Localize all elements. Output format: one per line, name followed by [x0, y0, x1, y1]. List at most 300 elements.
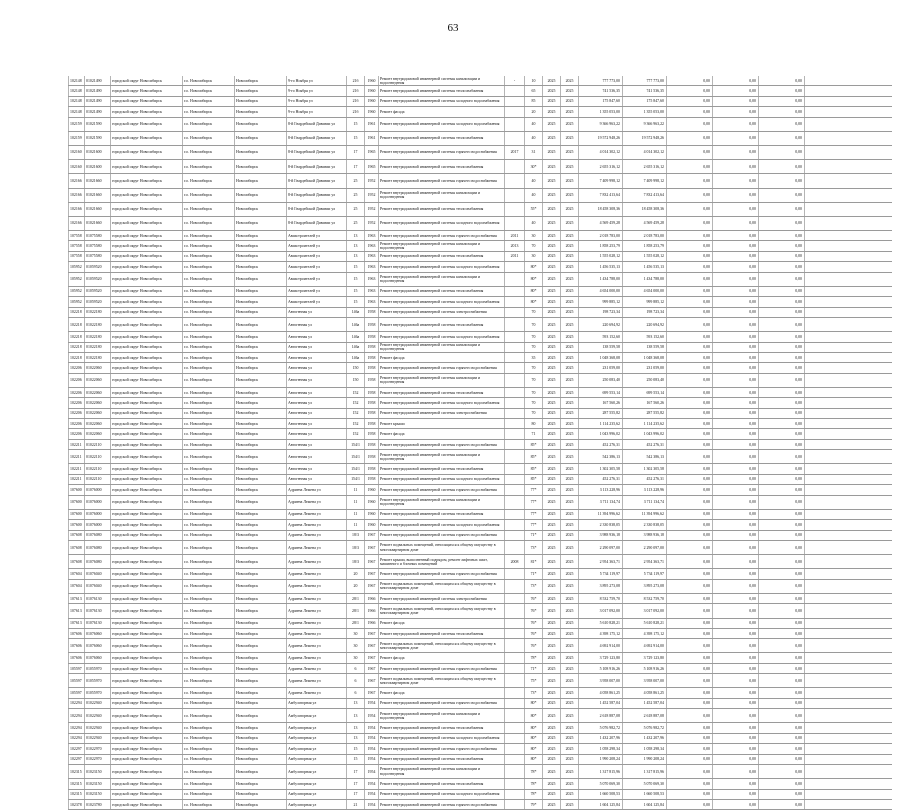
- cell-district: Новосибирск: [234, 160, 286, 173]
- cell-house: 13: [346, 709, 364, 722]
- cell-work: Ремонт внутридомовой инженерной системы канализации и водоотведения: [378, 450, 504, 463]
- cell-y1: 2025: [542, 419, 560, 428]
- cell-fl: 80*: [524, 273, 542, 286]
- cell-district: Новосибирск: [234, 475, 286, 484]
- cell-year: 1958: [364, 343, 378, 352]
- table-row: [68, 273, 892, 287]
- cell-y1: 2025: [542, 699, 560, 708]
- cell-street: Адриена Лежена ул: [286, 520, 346, 529]
- cell-code: 01076040: [84, 569, 110, 578]
- cell-v3: 0,00: [758, 174, 804, 187]
- cell-work: Ремонт подвальных помещений, относящихся к общему имуществу в многоквартирном доме: [378, 604, 504, 617]
- cell-n1: [504, 217, 524, 230]
- cell-house: 152: [346, 398, 364, 407]
- cell-cost: 4 014 302,12: [578, 146, 622, 159]
- cell-end: [804, 629, 892, 638]
- cell-v1: 0,00: [666, 779, 712, 788]
- cell-v1: 0,00: [666, 318, 712, 331]
- cell-cost2: 1 114 235,62: [622, 419, 666, 428]
- cell-mo: городской округ Новосибирск: [110, 203, 182, 216]
- cell-street: 9-го Ноября ул: [286, 86, 346, 95]
- cell-v3: 0,00: [758, 800, 804, 809]
- cell-y2: 2025: [560, 97, 578, 106]
- cell-n1: [504, 132, 524, 145]
- cell-mo: городской округ Новосибирск: [110, 107, 182, 116]
- cell-mo: городской округ Новосибирск: [110, 464, 182, 473]
- cell-n1: [504, 363, 524, 372]
- cell-end: [804, 273, 892, 286]
- table-row: [68, 388, 892, 398]
- cell-district: Новосибирск: [234, 674, 286, 687]
- cell-id: 102294: [68, 734, 84, 743]
- cell-v2: 0,00: [712, 398, 758, 407]
- cell-cost: 19 572 948,26: [578, 132, 622, 145]
- cell-street: Адриена Лежена ул: [286, 664, 346, 673]
- cell-house: 21б: [346, 97, 364, 106]
- cell-code: 01021490: [84, 107, 110, 116]
- cell-y1: 2025: [542, 189, 560, 202]
- cell-cost: 4 654 000,00: [578, 287, 622, 296]
- cell-district: Новосибирск: [234, 252, 286, 261]
- cell-house: 146а: [346, 308, 364, 317]
- cell-y1: 2025: [542, 76, 560, 85]
- cell-city: г.о. Новосибирск: [182, 594, 234, 603]
- cell-v1: 0,00: [666, 450, 712, 463]
- cell-n1: [504, 287, 524, 296]
- cell-y1: 2025: [542, 594, 560, 603]
- cell-house: 15: [346, 744, 364, 753]
- cell-cost: 231 059,00: [578, 363, 622, 372]
- cell-v3: 0,00: [758, 734, 804, 743]
- cell-cost: 3 988 936,18: [578, 531, 622, 540]
- cell-year: 1958: [364, 332, 378, 341]
- cell-house: 146а: [346, 353, 364, 362]
- cell-end: [804, 510, 892, 519]
- cell-y2: 2025: [560, 541, 578, 554]
- cell-year: 1960: [364, 107, 378, 116]
- cell-cost: 4 058 861,25: [578, 688, 622, 697]
- cell-district: Новосибирск: [234, 580, 286, 593]
- cell-district: Новосибирск: [234, 569, 286, 578]
- cell-house: 11: [346, 520, 364, 529]
- cell-v1: 0,00: [666, 252, 712, 261]
- cell-y1: 2025: [542, 409, 560, 418]
- cell-cost: 2 618 887,08: [578, 709, 622, 722]
- cell-work: Ремонт внутридомовой инженерной системы канализации и водоотведения: [378, 273, 504, 286]
- cell-y2: 2025: [560, 262, 578, 271]
- cell-fl: 85*: [524, 440, 542, 449]
- cell-v2: 0,00: [712, 409, 758, 418]
- cell-n1: [504, 755, 524, 764]
- cell-street: Адриена Лежена ул: [286, 594, 346, 603]
- cell-cost: 593 152,60: [578, 332, 622, 341]
- cell-n1: [504, 464, 524, 473]
- cell-code: 01059520: [84, 262, 110, 271]
- cell-cost2: 3 113 228,96: [622, 485, 666, 494]
- cell-fl: 70: [524, 398, 542, 407]
- cell-n1: [504, 440, 524, 449]
- cell-y2: 2025: [560, 790, 578, 799]
- cell-v1: 0,00: [666, 790, 712, 799]
- cell-district: Новосибирск: [234, 496, 286, 509]
- cell-cost: 7 409 998,12: [578, 174, 622, 187]
- cell-v1: 0,00: [666, 308, 712, 317]
- cell-street: Амбулаторная ул: [286, 734, 346, 743]
- cell-end: [804, 409, 892, 418]
- cell-end: [804, 308, 892, 317]
- cell-code: 01022060: [84, 388, 110, 397]
- cell-code: 01022940: [84, 734, 110, 743]
- cell-mo: городской округ Новосибирск: [110, 674, 182, 687]
- table-row: [68, 118, 892, 132]
- cell-n1: [504, 86, 524, 95]
- cell-mo: городской округ Новосибирск: [110, 76, 182, 85]
- cell-mo: городской округ Новосибирск: [110, 699, 182, 708]
- cell-work: Ремонт внутридомовой инженерной системы канализации и водоотведения: [378, 241, 504, 250]
- cell-work: Ремонт внутридомовой инженерной системы теплоснабжения: [378, 318, 504, 331]
- cell-y2: 2025: [560, 160, 578, 173]
- cell-district: Новосибирск: [234, 118, 286, 131]
- cell-v3: 0,00: [758, 555, 804, 568]
- table-row: [68, 343, 892, 353]
- cell-street: Амбулаторная ул: [286, 779, 346, 788]
- cell-y2: 2025: [560, 76, 578, 85]
- cell-house: 6: [346, 674, 364, 687]
- cell-street: Автогенная ул: [286, 398, 346, 407]
- cell-id: 107613: [68, 594, 84, 603]
- cell-mo: городской округ Новосибирск: [110, 146, 182, 159]
- cell-city: г.о. Новосибирск: [182, 241, 234, 250]
- cell-v2: 0,00: [712, 308, 758, 317]
- cell-n1: [504, 531, 524, 540]
- cell-v2: 0,00: [712, 332, 758, 341]
- cell-v1: 0,00: [666, 755, 712, 764]
- cell-end: [804, 755, 892, 764]
- cell-v3: 0,00: [758, 723, 804, 732]
- cell-end: [804, 332, 892, 341]
- cell-id: 102211: [68, 475, 84, 484]
- cell-code: 01059520: [84, 297, 110, 306]
- cell-y1: 2025: [542, 709, 560, 722]
- cell-fl: 78*: [524, 653, 542, 662]
- cell-street: Автогенная ул: [286, 450, 346, 463]
- cell-cost2: 175 847,60: [622, 97, 666, 106]
- cell-district: Новосибирск: [234, 790, 286, 799]
- cell-street: Адриена Лежена ул: [286, 653, 346, 662]
- cell-code: 01022060: [84, 363, 110, 372]
- cell-id: 107608: [68, 541, 84, 554]
- cell-code: 01075580: [84, 231, 110, 240]
- cell-city: г.о. Новосибирск: [182, 755, 234, 764]
- cell-house: 17: [346, 779, 364, 788]
- cell-y1: 2025: [542, 779, 560, 788]
- cell-v2: 0,00: [712, 353, 758, 362]
- cell-v2: 0,00: [712, 496, 758, 509]
- cell-v1: 0,00: [666, 653, 712, 662]
- cell-house: 150: [346, 363, 364, 372]
- cell-v2: 0,00: [712, 241, 758, 250]
- cell-street: Авиастроителей ул: [286, 297, 346, 306]
- cell-code: 01076000: [84, 510, 110, 519]
- cell-street: Авиастроителей ул: [286, 252, 346, 261]
- cell-id: 105597: [68, 674, 84, 687]
- cell-cost2: 5 610 828,21: [622, 619, 666, 628]
- cell-cost: 9 366 963,22: [578, 118, 622, 131]
- cell-v1: 0,00: [666, 217, 712, 230]
- cell-cost2: 5 108 916,26: [622, 664, 666, 673]
- cell-house: 154/1: [346, 450, 364, 463]
- cell-work: Ремонт фасада: [378, 429, 504, 438]
- cell-district: Новосибирск: [234, 699, 286, 708]
- cell-v1: 0,00: [666, 440, 712, 449]
- cell-house: 154/1: [346, 440, 364, 449]
- table-row: [68, 664, 892, 674]
- cell-y1: 2025: [542, 475, 560, 484]
- cell-end: [804, 388, 892, 397]
- cell-cost2: 1 456 535,13: [622, 262, 666, 271]
- cell-city: г.о. Новосибирск: [182, 231, 234, 240]
- cell-district: Новосибирск: [234, 723, 286, 732]
- cell-street: Адриена Лежена ул: [286, 569, 346, 578]
- cell-cost: 7 832 413,64: [578, 189, 622, 202]
- cell-district: Новосибирск: [234, 262, 286, 271]
- cell-work: Ремонт внутридомовой инженерной системы электроснабжения: [378, 594, 504, 603]
- table-row: [68, 639, 892, 653]
- cell-mo: городской округ Новосибирск: [110, 86, 182, 95]
- cell-n1: [504, 800, 524, 809]
- table-row: [68, 374, 892, 388]
- table-row: [68, 107, 892, 117]
- cell-year: 1960: [364, 86, 378, 95]
- cell-v2: 0,00: [712, 699, 758, 708]
- cell-v3: 0,00: [758, 252, 804, 261]
- cell-end: [804, 318, 892, 331]
- cell-work: Ремонт внутридомовой инженерной системы горячего водоснабжения: [378, 664, 504, 673]
- cell-street: 9-го Ноября ул: [286, 107, 346, 116]
- cell-fl: 81*: [524, 555, 542, 568]
- cell-mo: городской округ Новосибирск: [110, 555, 182, 568]
- cell-y2: 2025: [560, 520, 578, 529]
- cell-v2: 0,00: [712, 97, 758, 106]
- cell-city: г.о. Новосибирск: [182, 273, 234, 286]
- cell-n1: [504, 419, 524, 428]
- cell-code: 01022110: [84, 475, 110, 484]
- cell-house: 11: [346, 485, 364, 494]
- cell-mo: городской округ Новосибирск: [110, 619, 182, 628]
- cell-y1: 2025: [542, 118, 560, 131]
- cell-district: Новосибирск: [234, 555, 286, 568]
- cell-work: Ремонт внутридомовой инженерной системы горячего водоснабжения: [378, 485, 504, 494]
- cell-code: 01022060: [84, 374, 110, 387]
- cell-city: г.о. Новосибирск: [182, 318, 234, 331]
- cell-code: 01022060: [84, 419, 110, 428]
- cell-house: 18/3: [346, 531, 364, 540]
- cell-v1: 0,00: [666, 203, 712, 216]
- cell-id: 102166: [68, 203, 84, 216]
- cell-code: 01021490: [84, 76, 110, 85]
- cell-city: г.о. Новосибирск: [182, 800, 234, 809]
- cell-v3: 0,00: [758, 619, 804, 628]
- cell-cost2: 1 434 788,00: [622, 273, 666, 286]
- cell-id: 102206: [68, 388, 84, 397]
- cell-v1: 0,00: [666, 664, 712, 673]
- cell-fl: 76*: [524, 604, 542, 617]
- cell-y2: 2025: [560, 510, 578, 519]
- cell-n1: [504, 429, 524, 438]
- cell-id: 107558: [68, 252, 84, 261]
- cell-work: Ремонт внутридомовой инженерной системы теплоснабжения: [378, 779, 504, 788]
- cell-v1: 0,00: [666, 699, 712, 708]
- cell-city: г.о. Новосибирск: [182, 297, 234, 306]
- cell-city: г.о. Новосибирск: [182, 510, 234, 519]
- cell-city: г.о. Новосибирск: [182, 639, 234, 652]
- cell-id: 107600: [68, 520, 84, 529]
- cell-fl: 70: [524, 363, 542, 372]
- cell-id: 102218: [68, 332, 84, 341]
- cell-cost: 3 958 007,00: [578, 674, 622, 687]
- cell-work: Ремонт внутридомовой инженерной системы теплоснабжения: [378, 755, 504, 764]
- cell-id: 102297: [68, 744, 84, 753]
- cell-end: [804, 440, 892, 449]
- cell-code: 01021660: [84, 174, 110, 187]
- cell-cost: 3 113 228,96: [578, 485, 622, 494]
- cell-house: 152: [346, 409, 364, 418]
- cell-id: 102160: [68, 160, 84, 173]
- table-row: [68, 569, 892, 579]
- cell-house: 13: [346, 241, 364, 250]
- cell-y1: 2025: [542, 273, 560, 286]
- cell-y1: 2025: [542, 231, 560, 240]
- cell-fl: 78*: [524, 765, 542, 778]
- cell-v3: 0,00: [758, 388, 804, 397]
- cell-fl: 40: [524, 118, 542, 131]
- cell-district: Новосибирск: [234, 217, 286, 230]
- cell-id: 102166: [68, 217, 84, 230]
- cell-code: 01021590: [84, 132, 110, 145]
- cell-fl: 71*: [524, 664, 542, 673]
- cell-house: 28/1: [346, 594, 364, 603]
- cell-n1: [504, 580, 524, 593]
- cell-work: Ремонт внутридомовой инженерной системы теплоснабжения: [378, 723, 504, 732]
- cell-end: [804, 419, 892, 428]
- cell-street: Автогенная ул: [286, 353, 346, 362]
- table-row: [68, 450, 892, 464]
- cell-v3: 0,00: [758, 765, 804, 778]
- cell-year: 1954: [364, 723, 378, 732]
- cell-city: г.о. Новосибирск: [182, 146, 234, 159]
- cell-y1: 2025: [542, 440, 560, 449]
- cell-id: 107613: [68, 604, 84, 617]
- cell-year: 1960: [364, 520, 378, 529]
- cell-work: Ремонт фасада: [378, 619, 504, 628]
- cell-v2: 0,00: [712, 485, 758, 494]
- cell-id: 102148: [68, 97, 84, 106]
- cell-y1: 2025: [542, 252, 560, 261]
- cell-id: 102211: [68, 464, 84, 473]
- cell-v2: 0,00: [712, 510, 758, 519]
- cell-house: 25: [346, 174, 364, 187]
- cell-year: 1954: [364, 755, 378, 764]
- cell-y1: 2025: [542, 744, 560, 753]
- cell-year: 1960: [364, 485, 378, 494]
- cell-code: 01023780: [84, 800, 110, 809]
- cell-work: Ремонт фасада: [378, 653, 504, 662]
- cell-mo: городской округ Новосибирск: [110, 541, 182, 554]
- table-row: [68, 580, 892, 594]
- cell-v3: 0,00: [758, 744, 804, 753]
- cell-year: 1954: [364, 734, 378, 743]
- cell-cost2: 1 432 207,96: [622, 734, 666, 743]
- cell-fl: 80*: [524, 287, 542, 296]
- cell-street: Автогенная ул: [286, 374, 346, 387]
- cell-y1: 2025: [542, 107, 560, 116]
- cell-id: 105597: [68, 688, 84, 697]
- cell-id: 107608: [68, 555, 84, 568]
- cell-end: [804, 674, 892, 687]
- cell-v3: 0,00: [758, 510, 804, 519]
- table-row: [68, 297, 892, 307]
- cell-y2: 2025: [560, 755, 578, 764]
- table-row: [68, 241, 892, 251]
- cell-v2: 0,00: [712, 450, 758, 463]
- cell-fl: 40: [524, 217, 542, 230]
- cell-fl: 10: [524, 76, 542, 85]
- cell-street: Адриена Лежена ул: [286, 485, 346, 494]
- cell-work: Ремонт подвальных помещений, относящихся к общему имуществу в многоквартирном доме: [378, 674, 504, 687]
- cell-v1: 0,00: [666, 297, 712, 306]
- cell-v2: 0,00: [712, 203, 758, 216]
- cell-cost2: 1 043 996,02: [622, 429, 666, 438]
- cell-street: Амбулаторная ул: [286, 755, 346, 764]
- cell-mo: городской округ Новосибирск: [110, 132, 182, 145]
- cell-work: Ремонт внутридомовой инженерной системы теплоснабжения: [378, 388, 504, 397]
- cell-n1: [504, 709, 524, 722]
- table-row: [68, 555, 892, 569]
- cell-district: Новосибирск: [234, 440, 286, 449]
- cell-id: 105952: [68, 273, 84, 286]
- table-row: [68, 189, 892, 203]
- cell-district: Новосибирск: [234, 97, 286, 106]
- cell-year: 1963: [364, 241, 378, 250]
- cell-street: Автогенная ул: [286, 343, 346, 352]
- cell-city: г.о. Новосибирск: [182, 709, 234, 722]
- cell-cost: 999 885,12: [578, 297, 622, 306]
- cell-work: Ремонт внутридомовой инженерной системы канализации и водоотведения: [378, 709, 504, 722]
- cell-n1: [504, 594, 524, 603]
- cell-street: Автогенная ул: [286, 429, 346, 438]
- capital-repair-table: [68, 76, 892, 810]
- cell-cost: 5 070 069,30: [578, 779, 622, 788]
- cell-fl: 80*: [524, 755, 542, 764]
- cell-y1: 2025: [542, 174, 560, 187]
- cell-end: [804, 450, 892, 463]
- cell-house: 15: [346, 262, 364, 271]
- cell-cost: 3 017 092,00: [578, 604, 622, 617]
- cell-n1: [504, 510, 524, 519]
- cell-mo: городской округ Новосибирск: [110, 174, 182, 187]
- cell-code: 01076080: [84, 531, 110, 540]
- cell-v3: 0,00: [758, 779, 804, 788]
- cell-fl: 70: [524, 241, 542, 250]
- cell-street: Амбулаторная ул: [286, 699, 346, 708]
- cell-y1: 2025: [542, 353, 560, 362]
- cell-end: [804, 653, 892, 662]
- cell-cost: 250 083,40: [578, 374, 622, 387]
- cell-cost2: 4 569 459,28: [622, 217, 666, 230]
- cell-code: 01022060: [84, 429, 110, 438]
- cell-cost: 5 108 916,26: [578, 664, 622, 673]
- cell-id: 102160: [68, 146, 84, 159]
